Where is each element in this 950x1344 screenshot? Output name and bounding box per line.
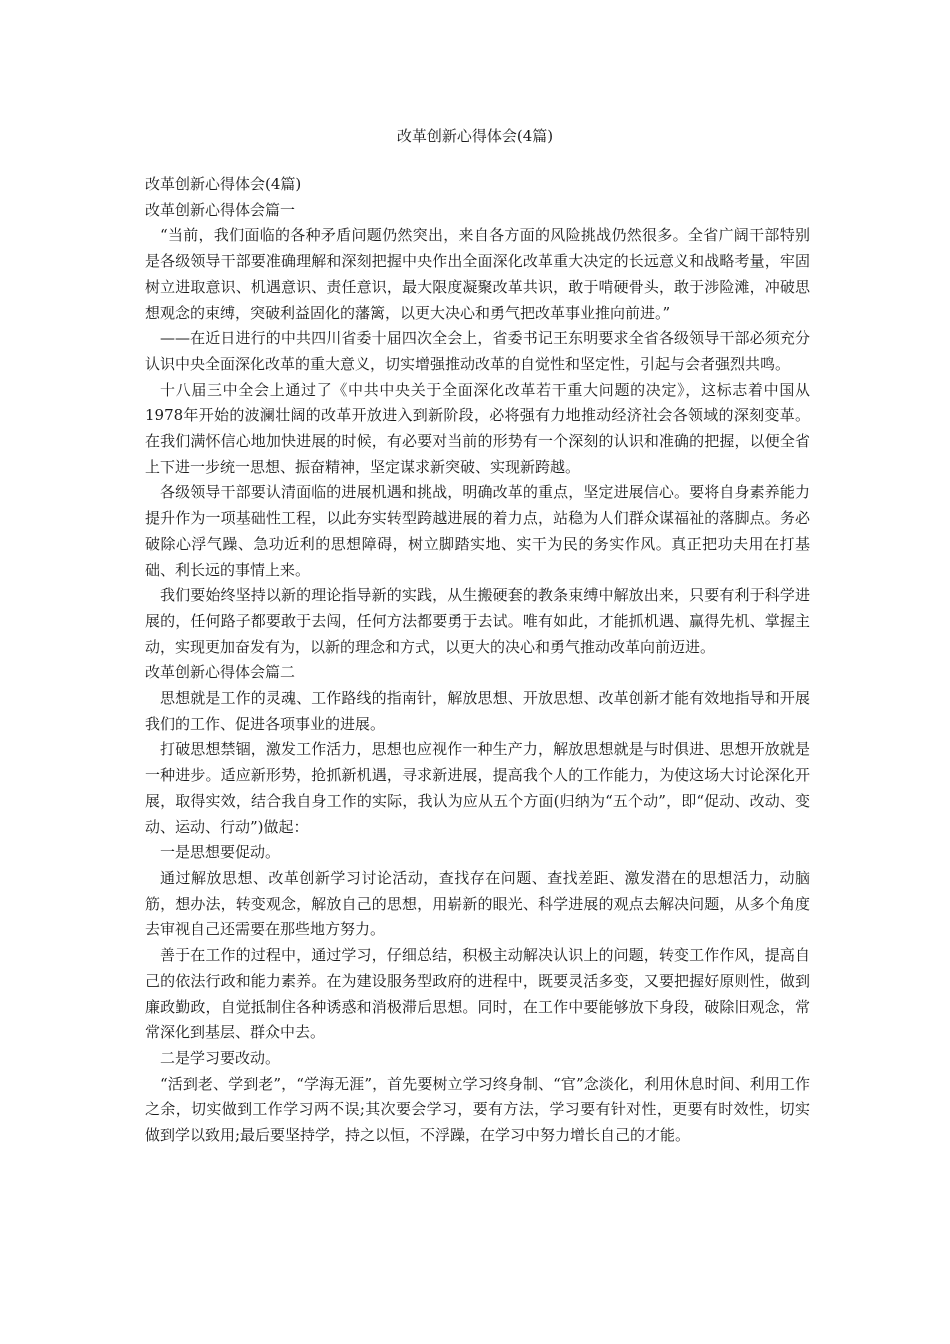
document-body <box>145 172 810 1149</box>
section-2-paragraph: 打破思想禁锢，激发工作活力，思想也应视作一种生产力，解放思想就是与时俱进、思想开放就是一种进步。适应新形势，抢抓新机遇，寻求新进展，提高我个人的工作能力，为使这场大讨论深化开展，取得实效，结合我自身工作的实际，我认为应从五个方面(归纳为“五个动”，即“促动、改动、变动、运动、行动”)做起： <box>145 740 810 836</box>
section-2-heading: 改革创新心得体会篇二 <box>145 663 296 682</box>
section-1-heading: 改革创新心得体会篇一 <box>145 200 296 219</box>
section-2-paragraph: 通过解放思想、改革创新学习讨论活动，查找存在问题、查找差距、激发潜在的思想活力，动脑筋，想办法，转变观念，解放自己的思想，用崭新的眼光、科学进展的观点去解决问题，从多个角度去审视自己还需要在那些地方努力。 <box>145 868 810 939</box>
section-2-paragraph: 一是思想要促动。 <box>160 843 281 862</box>
section-1-paragraph: 我们要始终坚持以新的理论指导新的实践，从生搬硬套的教条束缚中解放出来，只要有利于科学进展的，任何路子都要敢于去闯，任何方法都要勇于去试。唯有如此，才能抓机遇、赢得先机、掌握主动，实现更加奋发有为，以新的理念和方式，以更大的决心和勇气推动改革向前迈进。 <box>145 586 810 656</box>
section-2-paragraph: 善于在工作的过程中，通过学习，仔细总结，积极主动解决认识上的问题，转变工作作风，提高自己的依法行政和能力素养。在为建设服务型政府的进程中，既要灵活多变，又要把握好原则性，做到廉政勤政，自觉抵制住各种诱惑和消极滞后思想。同时，在工作中要能够放下身段，破除旧观念，常常深化到基层、群众中去。 <box>145 946 810 1042</box>
section-2-paragraph: “活到老、学到老”，“学海无涯”，首先要树立学习终身制、“官”念淡化，利用休息时间、利用工作之余，切实做到工作学习两不误;其次要会学习，要有方法，学习要有针对性，更要有时效性，切实做到学以致用;最后要坚持学，持之以恒，不浮躁，在学习中努力增长自己的才能。 <box>145 1074 810 1145</box>
section-2-paragraph: 二是学习要改动。 <box>160 1048 281 1067</box>
section-1-paragraph: “当前，我们面临的各种矛盾问题仍然突出，来自各方面的风险挑战仍然很多。全省广阔干部特别是各级领导干部要准确理解和深刻把握中央作出全面深化改革重大决定的长远意义和战略考量，牢固树立进取意识、机遇意识、责任意识，最大限度凝聚改革共识，敢于啃硬骨头，敢于涉险滩，冲破思想观念的束缚，突破利益固化的藩篱，以更大决心和勇气把改革事业推向前进。” <box>145 226 810 322</box>
section-1-paragraph: ——在近日进行的中共四川省委十届四次全会上，省委书记王东明要求全省各级领导干部必须充分认识中央全面深化改革的重大意义，切实增强推动改革的自觉性和坚定性，引起与会者强烈共鸣。 <box>145 329 810 373</box>
document-title: 改革创新心得体会(4篇) <box>396 127 554 145</box>
section-2-paragraph: 思想就是工作的灵魂、工作路线的指南针，解放思想、开放思想、改革创新才能有效地指导和开展我们的工作、促进各项事业的进展。 <box>145 689 810 733</box>
section-1-paragraph: 各级领导干部要认清面临的进展机遇和挑战，明确改革的重点，坚定进展信心。要将自身素养能力提升作为一项基础性工程，以此夯实转型跨越进展的着力点，站稳为人们群众谋福祉的落脚点。务必破除心浮气躁、急功近利的思想障碍，树立脚踏实地、实干为民的务实作风。真正把功夫用在打基础、利长远的事情上来。 <box>145 483 810 579</box>
section-1-paragraph: 十八届三中全会上通过了《中共中央关于全面深化改革若干重大问题的决定》，这标志着中国从1978年开始的波澜壮阔的改革开放进入到新阶段，必将强有力地推动经济社会各领域的深刻变革。在我们满怀信心地加快进展的时候，有必要对当前的形势有一个深刻的认识和准确的把握，以便全省上下进一步统一思想、振奋精神，坚定谋求新突破、实现新跨越。 <box>145 380 810 476</box>
document-heading: 改革创新心得体会(4篇) <box>145 175 302 193</box>
